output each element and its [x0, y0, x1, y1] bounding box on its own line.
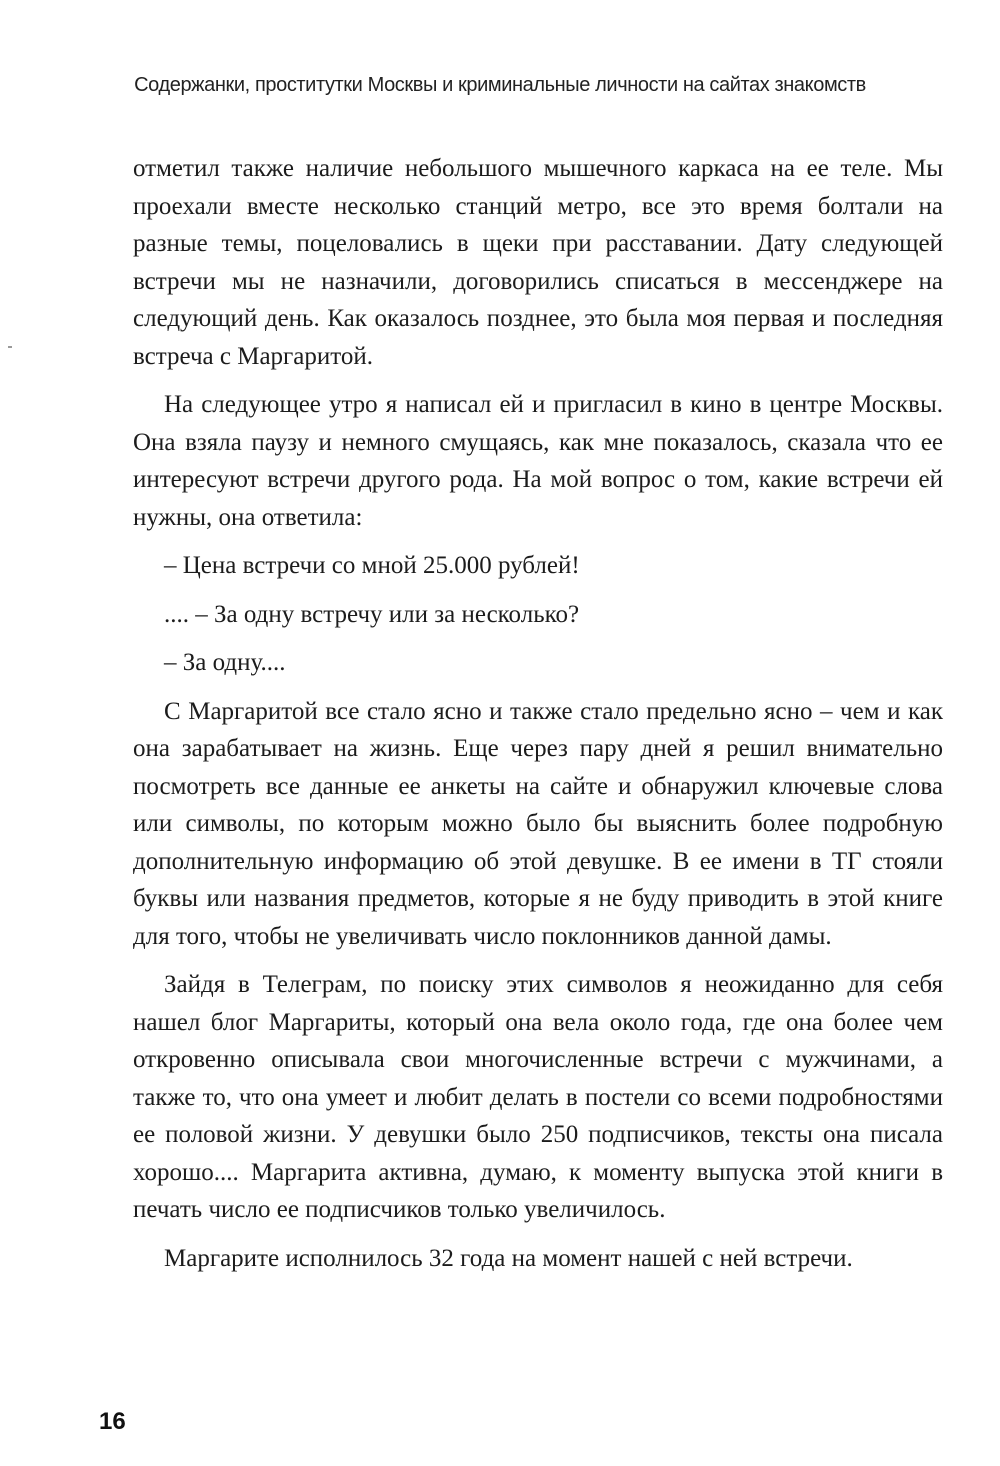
- paragraph: Маргарите исполнилось 32 года на момент нашей с ней встречи.: [164, 1244, 853, 1272]
- running-header: Содержанки, проститутки Москвы и криминальные личности на сайтах знакомств: [134, 74, 866, 96]
- paragraph: На следующее утро я написал ей и пригласил в кино в центре Москвы. Она взяла паузу и немного смущаясь, как мне показалось, сказала что ее интересуют встречи другого рода. На мой вопрос о том, какие встречи ей нужны, она ответила:: [133, 391, 943, 531]
- dialogue-line: .... – За одну встречу или за несколько?: [164, 600, 580, 628]
- margin-speck: [8, 346, 12, 348]
- dialogue-line: – Цена встречи со мной 25.000 рублей!: [164, 552, 580, 579]
- page-number: 16: [99, 1408, 126, 1435]
- body-text: [133, 150, 943, 1288]
- paragraph: отметил также наличие небольшого мышечного каркаса на ее теле. Мы проехали вместе несколько станций метро, все это время болтали на разные темы, поцеловались в щеки при расставании. Дату следующей встречи мы не назначили, договорились списаться в мессенджере на следующий день. Как оказалось позднее, это была моя первая и последняя встреча с Маргаритой.: [133, 155, 943, 370]
- paragraph: Зайдя в Телеграм, по поиску этих символов я неожиданно для себя нашел блог Маргариты, который она вела около года, где она более чем откровенно описывала свои многочисленные встречи с мужчинами, а также то, что она умеет и любит делать в постели со всеми подробностями ее половой жизни. У девушки было 250 подписчиков, тексты она писала хорошо.... Маргарита активна, думаю, к моменту выпуска этой книги в печать число ее подписчиков только увеличилось.: [133, 971, 943, 1223]
- paragraph: С Маргаритой все стало ясно и также стало предельно ясно – чем и как она зарабатывает на жизнь. Еще через пару дней я решил внимательно посмотреть все данные ее анкеты на сайте и обнаружил ключевые слова или символы, по которым можно было бы выяснить более подробную дополнительную информацию об этой девушке. В ее имени в ТГ стояли буквы или названия предметов, которые я не буду приводить в этой книге для того, чтобы не увеличивать число поклонников данной дамы.: [133, 697, 943, 950]
- dialogue-line: – За одну....: [164, 649, 286, 676]
